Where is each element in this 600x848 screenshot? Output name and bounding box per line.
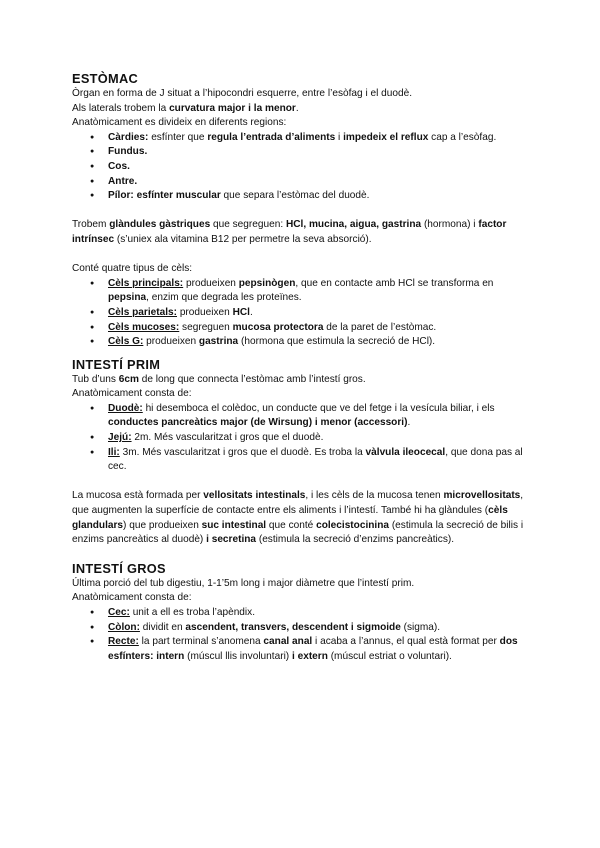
list-item: ● Duodè: hi desemboca el colèdoc, un conducte que ve del fetge i la vesícula biliar, i els conductes pancreàtics major (de Wirsung) i menor (accessori). <box>72 402 532 431</box>
list-item: ● Cos. <box>72 160 532 175</box>
list-item: ● Antre. <box>72 175 532 190</box>
list-item: ● Cèls principals: produeixen pepsinògen, que en contacte amb HCl se transforma en pepsina, enzim que degrada les proteïnes. <box>72 277 532 306</box>
paragraph: Anatòmicament consta de: <box>72 388 192 400</box>
cells-list <box>72 277 532 350</box>
list-item: ● Cèls mucoses: segreguen mucosa protectora de la paret de l’estòmac. <box>72 321 532 336</box>
paragraph: Als laterals trobem la curvatura major i la menor. <box>72 102 299 114</box>
paragraph: Anatòmicament es divideix en diferents regions: <box>72 117 287 129</box>
list-item: ● Còlon: dividit en ascendent, transvers, descendent i sigmoide (sigma). <box>72 621 532 636</box>
list-item: ● Recte: la part terminal s’anomena canal anal i acaba a l’annus, el qual està format per dos esfínters: intern (múscul llis involuntari) i extern (múscul estriat o voluntari). <box>72 635 532 664</box>
document-content <box>72 70 532 664</box>
section-title-intesti-prim: INTESTÍ PRIM <box>72 356 161 372</box>
list-item: ● Cèls parietals: produeixen HCl. <box>72 306 532 321</box>
paragraph: La mucosa està formada per vellositats intestinals, i les cèls de la mucosa tenen microvellositats, que augmenten la superfície de contacte entre els aliments i l’intestí. També hi ha glàndules (cèls glandulars) que produeixen suc intestinal que conté colecistocinina (estimula la secreció de bilis i enzims pancreàtics al duodè) i secretina (estimula la secreció d’enzims pancreàtics). <box>72 490 524 546</box>
section-title-intesti-gros: INTESTÍ GROS <box>72 560 166 576</box>
paragraph: Òrgan en forma de J situat a l’hipocondri esquerre, entre l’esòfag i el duodè. <box>72 88 413 99</box>
list-item: ● Jejú: 2m. Més vascularitzat i gros que el duodè. <box>72 431 532 446</box>
list-item: ● Càrdies: esfínter que regula l’entrada d’aliments i impedeix el reflux cap a l’esòfag. <box>72 131 532 146</box>
list-item: ● Cèls G: produeixen gastrina (hormona que estimula la secreció de HCl). <box>72 335 532 350</box>
parts-list <box>72 606 532 664</box>
paragraph: Tub d’uns 6cm de long que connecta l’estòmac amb l’intestí gros. <box>72 373 366 385</box>
paragraph: Última porció del tub digestiu, 1-1’5m long i major diàmetre que l’intestí prim. <box>72 577 415 589</box>
parts-list <box>72 402 532 475</box>
paragraph: Conté quatre tipus de cèls: <box>72 263 193 275</box>
section-title-estomac: ESTÒMAC <box>72 71 139 86</box>
list-item: ● Pílor: esfínter muscular que separa l’estòmac del duodè. <box>72 189 532 204</box>
paragraph: Trobem glàndules gàstriques que segreguen: HCl, mucina, aigua, gastrina (hormona) i factor intrínsec (s’uniex ala vitamina B12 per permetre la seva absorció). <box>72 219 507 245</box>
regions-list <box>72 131 532 204</box>
list-item: ● Fundus. <box>72 145 532 160</box>
list-item: ● Cec: unit a ell es troba l’apèndix. <box>72 606 532 621</box>
list-item: ● Ili: 3m. Més vascularitzat i gros que el duodè. Es troba la vàlvula ileocecal, que dona pas al cec. <box>72 446 532 475</box>
paragraph: Anatòmicament consta de: <box>72 592 192 604</box>
